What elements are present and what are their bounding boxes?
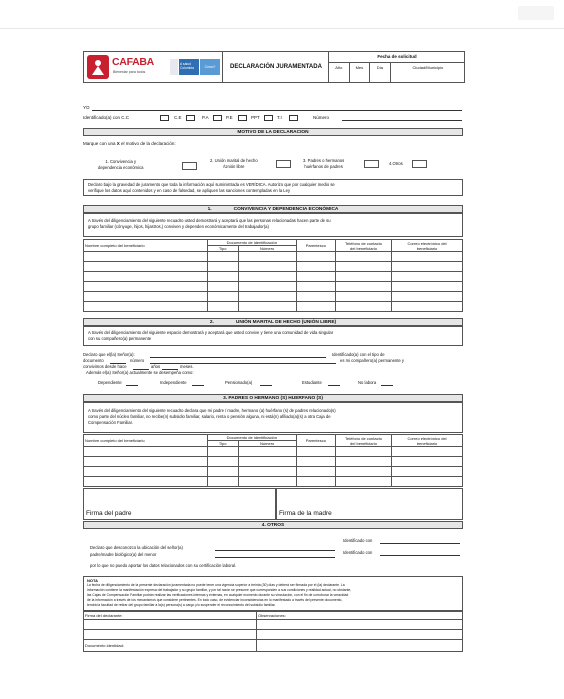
option-otros-label: 4.Otros: [389, 161, 403, 166]
yo-label: YO: [83, 105, 90, 110]
col-numero: Número: [238, 441, 296, 447]
companero-label: es mi compañero(a) permanente y: [340, 358, 405, 363]
date-col-day: Día: [370, 63, 391, 73]
role-independiente-field[interactable]: [192, 385, 204, 386]
toolbar-button[interactable]: [518, 6, 554, 20]
table-row[interactable]: [84, 447, 463, 457]
option-convivencia-checkbox[interactable]: [182, 162, 197, 170]
section1-desc-1: A través del diligenciamiento del siguiente recuadro usted demostrará y aceptará que las personas relacionadas hacen parte de su: [88, 218, 331, 223]
col-numero: Número: [238, 246, 296, 252]
role-dependiente-field[interactable]: [126, 385, 138, 386]
nota-text-5: tendrá la facultad de retirar del grupo familiar a la(s) persona(s) a cargo y/o suspender el reconocimiento del subsidio familiar.: [87, 603, 276, 607]
ce-checkbox[interactable]: [186, 115, 195, 121]
document-page: [80, 48, 466, 688]
oath-box: [83, 179, 463, 196]
nota-text-2: información contiene la manifestación expresa del trabajador y su grupo familiar, y por tal razón se presume que corresponden a sus condiciones y realidad actual, no obstante,: [87, 588, 352, 592]
id-field-2[interactable]: [380, 555, 460, 556]
ppt-checkbox[interactable]: [264, 115, 273, 121]
col-nombre: Nombre completo del beneficiario: [84, 240, 208, 252]
date-col-month: Mes: [350, 63, 371, 73]
table-row[interactable]: [84, 457, 463, 467]
month-field[interactable]: [350, 72, 371, 82]
col-nombre: Nombre completo del beneficiario: [84, 435, 208, 447]
option-otros-checkbox[interactable]: [412, 160, 427, 168]
cafaba-logo-icon: [87, 55, 109, 79]
unknown-parent-name-field[interactable]: [215, 550, 335, 551]
date-col-year: Año: [329, 63, 350, 73]
observaciones-line[interactable]: [257, 620, 463, 630]
partner-name-field[interactable]: [150, 357, 326, 358]
table-row[interactable]: [84, 302, 463, 312]
section3-heading: 3. PADRES O HERMANO (S) HUERFANO (S): [83, 394, 463, 402]
numero-label-2: número: [130, 358, 145, 363]
signature-area-2[interactable]: [84, 630, 257, 640]
ti-label: T.I: [277, 115, 282, 120]
firma-madre-label: Firma de la madre: [279, 510, 332, 517]
section3-desc-2: como parte del núcleo familiar, no recibe(n) subsidio familiar, salario, renta o pensión alguna, ni está(n) afiliado(a)(s) a otra Caja de: [88, 414, 331, 419]
table-row[interactable]: [84, 262, 463, 272]
table-row[interactable]: [84, 282, 463, 292]
nota-text-4: de la información a través de los mecanismos que considere pertinentes. En todo caso, de evidenciar inconsistencias en lo manifestado a través del presente documento,: [87, 598, 343, 602]
firma-padre-label: Firma del padre: [86, 510, 132, 517]
section3-desc-1: A través del diligenciamiento del siguiente recuadro declara que mi padre / madre, hermano (a) huérfano (s) de padres relacionado(s): [88, 408, 336, 413]
nota-text-3: las Cajas de Compensación Familiar podrán realizar las verificaciones internas y externas, en cualquier momento durante su vinculación, con el fin de corroborar la veracidad: [87, 593, 349, 597]
convivimos-label: convivimos desde hace: [83, 364, 127, 369]
section4-heading: 4. OTROS: [83, 521, 463, 529]
table-row[interactable]: [84, 252, 463, 262]
documento-identidad-cell[interactable]: Documento identidad:: [84, 640, 257, 652]
name-field[interactable]: [92, 110, 462, 111]
mother-signature-box[interactable]: [276, 488, 463, 520]
col-tipo: Tipo: [207, 441, 238, 447]
documento-label: documento: [83, 358, 104, 363]
year-field[interactable]: [329, 72, 350, 82]
signature-table: [83, 611, 463, 652]
role-no-labora-label: No labora: [358, 380, 377, 385]
viewer-toolbar: [0, 0, 564, 29]
form-header: [83, 51, 465, 83]
date-col-city: Ciudad/Municipio: [412, 65, 444, 70]
pa-label: P.A: [202, 115, 209, 120]
pa-checkbox[interactable]: [213, 115, 222, 121]
option-union-checkbox[interactable]: [276, 160, 291, 168]
cc-checkbox[interactable]: [160, 115, 169, 121]
request-date-block: [328, 52, 465, 82]
section2-desc-2: con su compañero(a) permanente: [88, 336, 152, 341]
ppt-label: PPT: [251, 115, 260, 120]
cafaba-logo: [86, 55, 164, 79]
section2-heading: 2. UNIÓN MARITAL DE HECHO (UNIÓN LIBRE): [83, 318, 463, 326]
role-no-labora-field[interactable]: [381, 385, 393, 386]
option-convivencia-label: 1. Convivencia y dependencia económica: [98, 159, 144, 170]
firma-declarante-cell[interactable]: Firma del declarante:: [84, 612, 257, 620]
motivo-heading: MOTIVO DE LA DECLARACION: [83, 128, 463, 136]
role-independiente-label: Independiente: [160, 380, 187, 385]
otros-text-3: por lo que no puedo aportar los datos relacionados con su certificación laboral.: [90, 563, 237, 568]
meses-label: meses.: [180, 364, 194, 369]
section2-desc-1: A través del diligenciamiento del siguiente espacio demostrará y aceptará que usted convive y tiene una comunidad de vida singular: [88, 330, 334, 335]
col-parentesco: Parentesco: [296, 435, 335, 447]
section1-description-box: [83, 213, 463, 237]
ti-checkbox[interactable]: [289, 115, 298, 121]
gov-logo-text-2: Cómo?: [200, 59, 220, 75]
nota-box: [83, 576, 463, 611]
section3-desc-3: Compensación Familiar.: [88, 420, 133, 425]
col-documento: Documento de identificación: [207, 240, 296, 246]
role-dependiente-label: Dependiente: [98, 380, 122, 385]
declaro-label: Declaro que el(la) Señor(a):: [83, 352, 135, 357]
oath-text-1: Declaro bajo la gravedad de juramento que toda la información aquí suministrada es VERÍDICA. Autorizo que por cualquier medio se: [88, 182, 335, 187]
numero-label: Número: [313, 115, 330, 120]
anos-label: años: [151, 364, 161, 369]
col-correo: Correo electrónico del beneficiario: [392, 240, 463, 252]
oath-text-2: verifique los datos aquí contenidos y en caso de falsedad, se apliquen las sanciones contempladas en la Ley: [88, 188, 291, 193]
section2-description-box: [83, 326, 463, 346]
col-correo: Correo electrónico del beneficiario: [392, 435, 463, 447]
nota-title: NOTA: [87, 578, 99, 583]
observaciones-line-2[interactable]: [257, 630, 463, 640]
id-type-label: Identificado(a) con C.C: [83, 115, 130, 120]
ce-label: C.E: [174, 115, 182, 120]
otros-text-2: padre/madre biológico(a) del menor: [90, 552, 157, 557]
brand-tagline: Bienestar para todos: [113, 70, 146, 74]
father-signature-box[interactable]: [83, 488, 276, 520]
date-title: Fecha de solicitud: [377, 54, 417, 59]
table-row[interactable]: [84, 477, 463, 487]
government-logo: [170, 59, 220, 75]
otros-text-1: Declaro que desconozco la ubicación del señor(a): [90, 545, 183, 550]
motivo-instruction: Marque con una X el motivo de la declaración:: [83, 141, 176, 146]
table-row[interactable]: [84, 272, 463, 282]
minor-name-field[interactable]: [215, 557, 335, 558]
nota-text-1: La fecha de diligenciamiento de la presente declaración juramentada no puede tener una vigencia superior a treinta (30) días y deberá ser firmada por el (la) declarante. La: [87, 583, 345, 587]
form-title: DECLARACIÓN JURAMENTADA: [222, 52, 329, 82]
ademas-label: Además el(a) Señor(a) actualmente se desempeña como:: [86, 370, 194, 375]
col-documento: Documento de identificación: [207, 435, 296, 441]
table-row[interactable]: [84, 292, 463, 302]
col-telefono: Teléfono de contacto del beneficiario: [335, 435, 391, 447]
col-parentesco: Parentesco: [296, 240, 335, 252]
role-pensionado-label: Pensionado(a): [225, 380, 253, 385]
pe-checkbox[interactable]: [238, 115, 247, 121]
identificado-con-1: Identificado con: [343, 538, 373, 543]
section1-desc-2: grupo familiar (cónyuge, hijos, hijastros,) conviven y dependen económicamente del trabajador(a): [88, 224, 269, 229]
gov-logo-text: A salud Colombia: [179, 59, 199, 75]
role-estudiante-field[interactable]: [328, 385, 340, 386]
brand-name: CAFABA: [112, 56, 154, 68]
pe-label: P.E: [226, 115, 233, 120]
col-telefono: Teléfono de contacto del beneficiario: [335, 240, 391, 252]
id-number-field[interactable]: [342, 120, 462, 121]
city-field[interactable]: [391, 72, 465, 82]
option-padres-checkbox[interactable]: [364, 160, 379, 168]
role-estudiante-label: Estudiante: [302, 380, 322, 385]
table-row[interactable]: [84, 467, 463, 477]
identificado-con-2: Identificado con: [343, 550, 373, 555]
beneficiaries-table-1: [83, 239, 463, 312]
partner-doc-number-field[interactable]: [150, 363, 336, 364]
option-padres-label: 3. Padres o hermanos huérfanos de padres: [303, 158, 345, 169]
observaciones-line-3[interactable]: [257, 640, 463, 652]
role-pensionado-field[interactable]: [260, 385, 272, 386]
signature-area[interactable]: [84, 620, 257, 630]
section1-heading: 1. CONVIVENCIA Y DEPENDENCIA ECONÓMICA: [83, 205, 463, 213]
section3-description-box: [83, 402, 463, 433]
beneficiaries-table-3: [83, 434, 463, 487]
observaciones-cell[interactable]: Observaciones:: [257, 612, 463, 620]
option-union-label: 2. Unión marital de hecho /Unión libre: [210, 158, 258, 169]
col-tipo: Tipo: [207, 246, 238, 252]
id-field-1[interactable]: [380, 543, 460, 544]
gov-emblem-icon: [170, 59, 178, 75]
day-field[interactable]: [370, 72, 391, 82]
identificado-label: Identificado(a) con el tipo de: [332, 352, 385, 357]
